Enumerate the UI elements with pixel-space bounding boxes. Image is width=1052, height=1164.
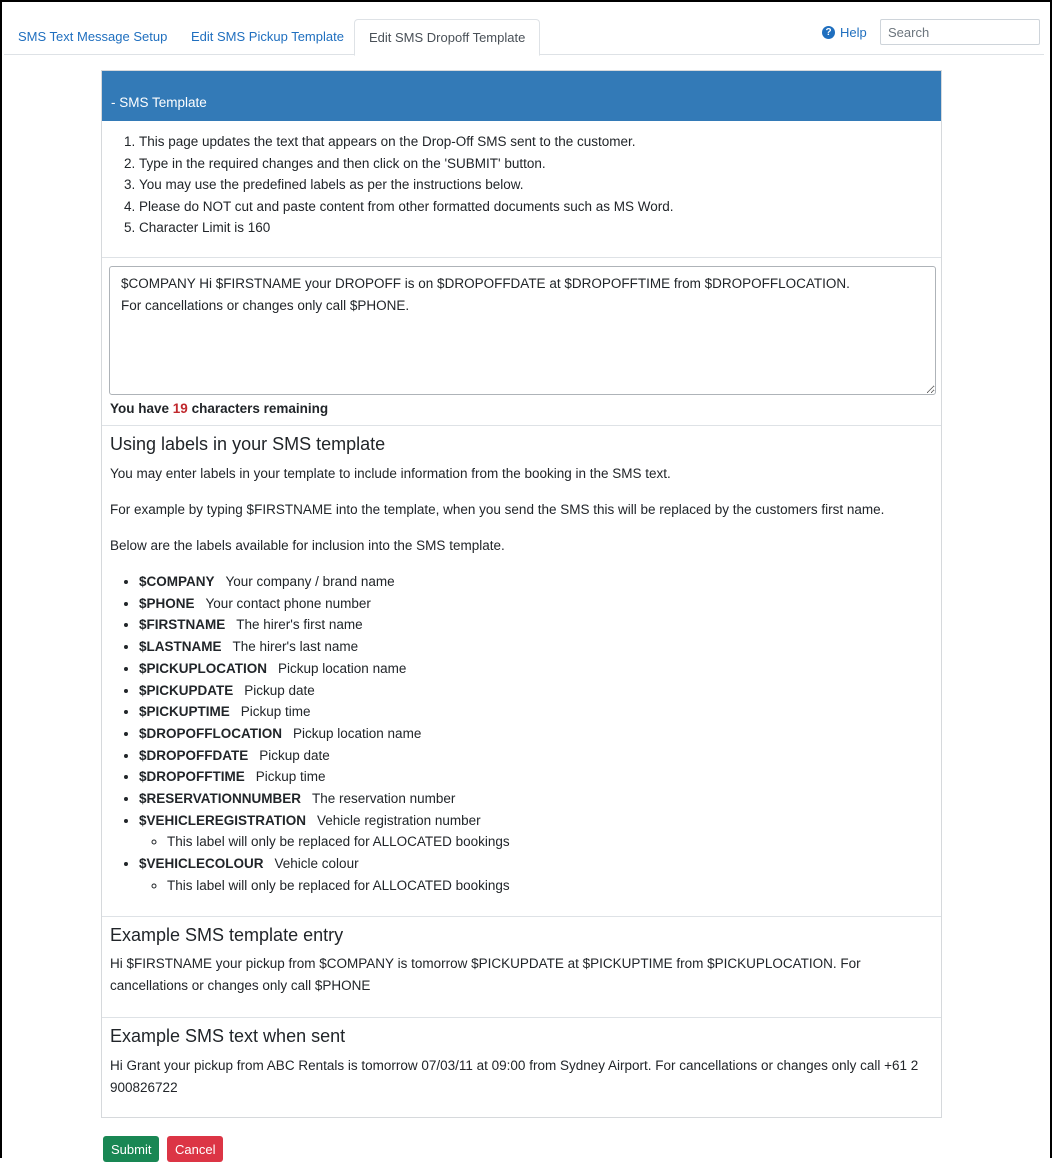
label-item — [139, 614, 510, 636]
label-notes — [139, 875, 510, 897]
label-item — [139, 701, 510, 723]
label-code: $PICKUPDATE — [139, 682, 234, 698]
help-link[interactable] — [822, 25, 867, 40]
label-desc: Vehicle registration number — [317, 812, 481, 828]
example-sent-text: Hi Grant your pickup from ABC Rentals is tomorrow 07/03/11 at 09:00 from Sydney Airport. For cancellations or changes only call +61 2 900826722 — [110, 1058, 919, 1095]
label-item — [139, 810, 510, 853]
label-desc: The hirer's first name — [236, 617, 363, 633]
label-item — [139, 853, 510, 896]
card-header-title: - SMS Template — [111, 95, 207, 110]
characters-remaining — [110, 401, 328, 416]
label-code: $PICKUPLOCATION — [139, 660, 268, 676]
label-desc: The hirer's last name — [232, 639, 359, 655]
label-code: $RESERVATIONNUMBER — [139, 791, 302, 807]
instruction-item: 1. This page updates the text that appears on the Drop-Off SMS sent to the customer. — [139, 131, 674, 153]
label-desc: Pickup date — [259, 747, 330, 763]
remaining-count: 19 — [172, 401, 188, 416]
label-item — [139, 745, 510, 767]
sms-template-textarea[interactable] — [109, 266, 936, 395]
label-code: $LASTNAME — [139, 639, 222, 655]
label-item — [139, 723, 510, 745]
label-code: $DROPOFFLOCATION — [139, 725, 282, 741]
label-desc: Your contact phone number — [205, 595, 371, 611]
remaining-prefix: You have — [110, 401, 170, 416]
divider — [102, 257, 941, 258]
label-code: $FIRSTNAME — [139, 617, 226, 633]
label-item — [139, 593, 510, 615]
instructions-section — [102, 121, 941, 257]
top-nav — [4, 6, 1044, 55]
tab-edit-sms-dropoff-template[interactable]: Edit SMS Dropoff Template — [354, 19, 540, 56]
label-item — [139, 680, 510, 702]
example-entry-heading: Example SMS template entry — [110, 925, 344, 945]
example-sent-heading: Example SMS text when sent — [110, 1026, 346, 1046]
tab-edit-sms-pickup-template[interactable]: Edit SMS Pickup Template — [191, 29, 344, 44]
divider — [102, 425, 941, 426]
card-header[interactable] — [102, 71, 941, 121]
search-input[interactable] — [880, 19, 1040, 45]
divider — [102, 916, 941, 917]
label-desc: Pickup location name — [278, 660, 407, 676]
divider — [102, 1017, 941, 1018]
label-code: $PHONE — [139, 595, 195, 611]
label-desc: The reservation number — [312, 791, 456, 807]
label-item — [139, 571, 510, 593]
remaining-suffix: characters remaining — [191, 401, 329, 416]
label-desc: Pickup time — [255, 769, 326, 785]
instruction-item: 3. You may use the predefined labels as per the instructions below. — [139, 174, 674, 196]
instructions-list — [102, 131, 674, 239]
label-desc: Vehicle colour — [274, 856, 359, 872]
label-desc: Pickup date — [244, 682, 315, 698]
label-desc: Pickup location name — [293, 725, 422, 741]
label-item — [139, 636, 510, 658]
example-entry-text: Hi $FIRSTNAME your pickup from $COMPANY is tomorrow $PICKUPDATE at $PICKUPTIME from $PICKUPLOCATION. For cancellations or changes only call $PHONE — [110, 956, 861, 993]
label-code: $VEHICLEREGISTRATION — [139, 812, 307, 828]
help-label: Help — [840, 25, 867, 40]
submit-button[interactable]: Submit — [103, 1136, 159, 1162]
label-code: $DROPOFFTIME — [139, 769, 245, 785]
label-note: ◦ This label will only be replaced for ALLOCATED bookings — [167, 831, 510, 853]
label-desc: Pickup time — [240, 704, 311, 720]
instruction-item: 2. Type in the required changes and then click on the 'SUBMIT' button. — [139, 153, 674, 175]
label-note: ◦ This label will only be replaced for ALLOCATED bookings — [167, 875, 510, 897]
labels-example: For example by typing $FIRSTNAME into the template, when you send the SMS this will be replaced by the customers first name. — [110, 502, 885, 517]
tab-sms-text-message-setup[interactable]: SMS Text Message Setup — [18, 29, 168, 44]
label-item — [139, 766, 510, 788]
cancel-button[interactable]: Cancel — [167, 1136, 223, 1162]
question-circle-icon: ? — [822, 26, 835, 39]
label-notes — [139, 831, 510, 853]
labels-intro: You may enter labels in your template to include information from the booking in the SMS text. — [110, 466, 671, 481]
labels-heading: Using labels in your SMS template — [110, 434, 386, 454]
label-code: $VEHICLECOLOUR — [139, 856, 264, 872]
label-item — [139, 658, 510, 680]
instruction-item: 5. Character Limit is 160 — [139, 217, 674, 239]
label-code: $PICKUPTIME — [139, 704, 230, 720]
label-desc: Your company / brand name — [225, 574, 395, 589]
label-code: $DROPOFFDATE — [139, 747, 249, 763]
labels-available: Below are the labels available for inclusion into the SMS template. — [110, 538, 505, 553]
sms-template-card — [101, 70, 942, 1118]
labels-list — [102, 571, 510, 897]
label-item — [139, 788, 510, 810]
label-code: $COMPANY — [139, 574, 215, 589]
instruction-item: 4. Please do NOT cut and paste content from other formatted documents such as MS Word. — [139, 196, 674, 218]
